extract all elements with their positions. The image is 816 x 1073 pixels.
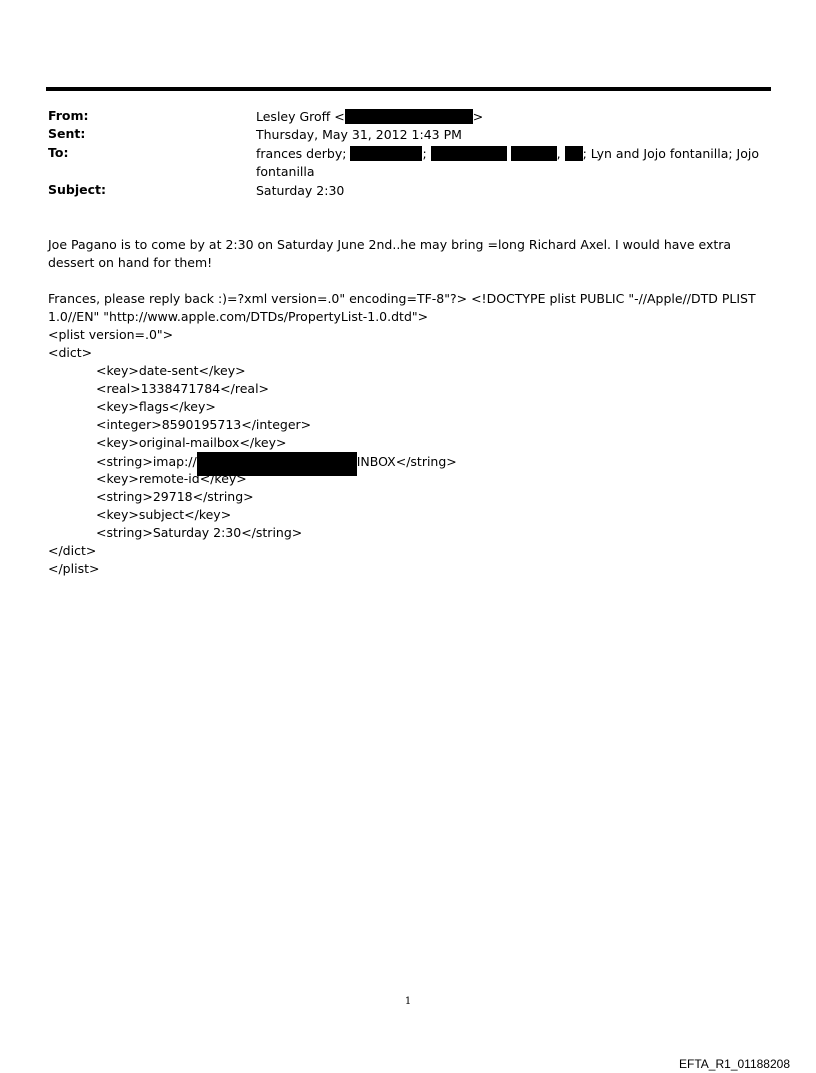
to-recipients-rest: ; Lyn and Jojo fontanilla; Jojo fontanilla (256, 146, 760, 179)
redaction-box (431, 146, 507, 161)
sent-label: Sent: (48, 126, 86, 141)
sent-value: Thursday, May 31, 2012 1:43 PM (256, 127, 462, 142)
subject-value: Saturday 2:30 (256, 183, 345, 198)
subject-label: Subject: (48, 182, 106, 197)
to-recipient: frances derby; (256, 146, 347, 161)
from-label: From: (48, 108, 89, 123)
to-separator: ; (422, 146, 427, 161)
to-value (256, 145, 761, 181)
from-end: > (472, 109, 484, 124)
plist-line: <string>29718</string> (96, 489, 254, 504)
plist-line: <key>date-sent</key> (96, 363, 246, 378)
redaction-box (565, 146, 583, 161)
plist-line: <real>1338471784</real> (96, 381, 270, 396)
page-number: 1 (404, 996, 412, 1007)
plist-block (48, 326, 457, 578)
plist-line: <key>original-mailbox</key> (96, 435, 287, 450)
plist-line: <integer>8590195713</integer> (96, 417, 312, 432)
plist-text: <string>imap:// (96, 454, 197, 469)
plist-line: <plist version=.0"> (48, 327, 174, 342)
plist-line: </plist> (48, 561, 100, 576)
redaction-box (350, 146, 422, 161)
plist-text: INBOX</string> (356, 454, 457, 469)
plist-line: </dict> (48, 543, 97, 558)
document-id: EFTA_R1_01188208 (679, 1057, 790, 1071)
from-value (256, 108, 761, 126)
plist-line: <key>subject</key> (96, 507, 232, 522)
header-rule (46, 87, 771, 91)
plist-line: <key>remote-id</key> (96, 471, 247, 486)
redaction-box (345, 109, 473, 124)
body-paragraph: Joe Pagano is to come by at 2:30 on Saturday June 2nd..he may bring =long Richard Axel. I would have extra dessert on hand for them! (48, 237, 732, 270)
redaction-box (511, 146, 557, 161)
plist-line (48, 452, 457, 470)
from-name: Lesley Groff < (256, 109, 345, 124)
body-paragraph: Frances, please reply back :)=?xml version=.0" encoding=TF-8"?> <!DOCTYPE plist PUBLIC "-//Apple//DTD PLIST 1.0//EN" "http://www.apple.com/DTDs/PropertyList-1.0.dtd"> (48, 291, 756, 324)
plist-line: <string>Saturday 2:30</string> (96, 525, 303, 540)
plist-line: <key>flags</key> (96, 399, 216, 414)
to-separator: , (556, 146, 561, 161)
plist-line: <dict> (48, 345, 93, 360)
to-label: To: (48, 145, 69, 160)
